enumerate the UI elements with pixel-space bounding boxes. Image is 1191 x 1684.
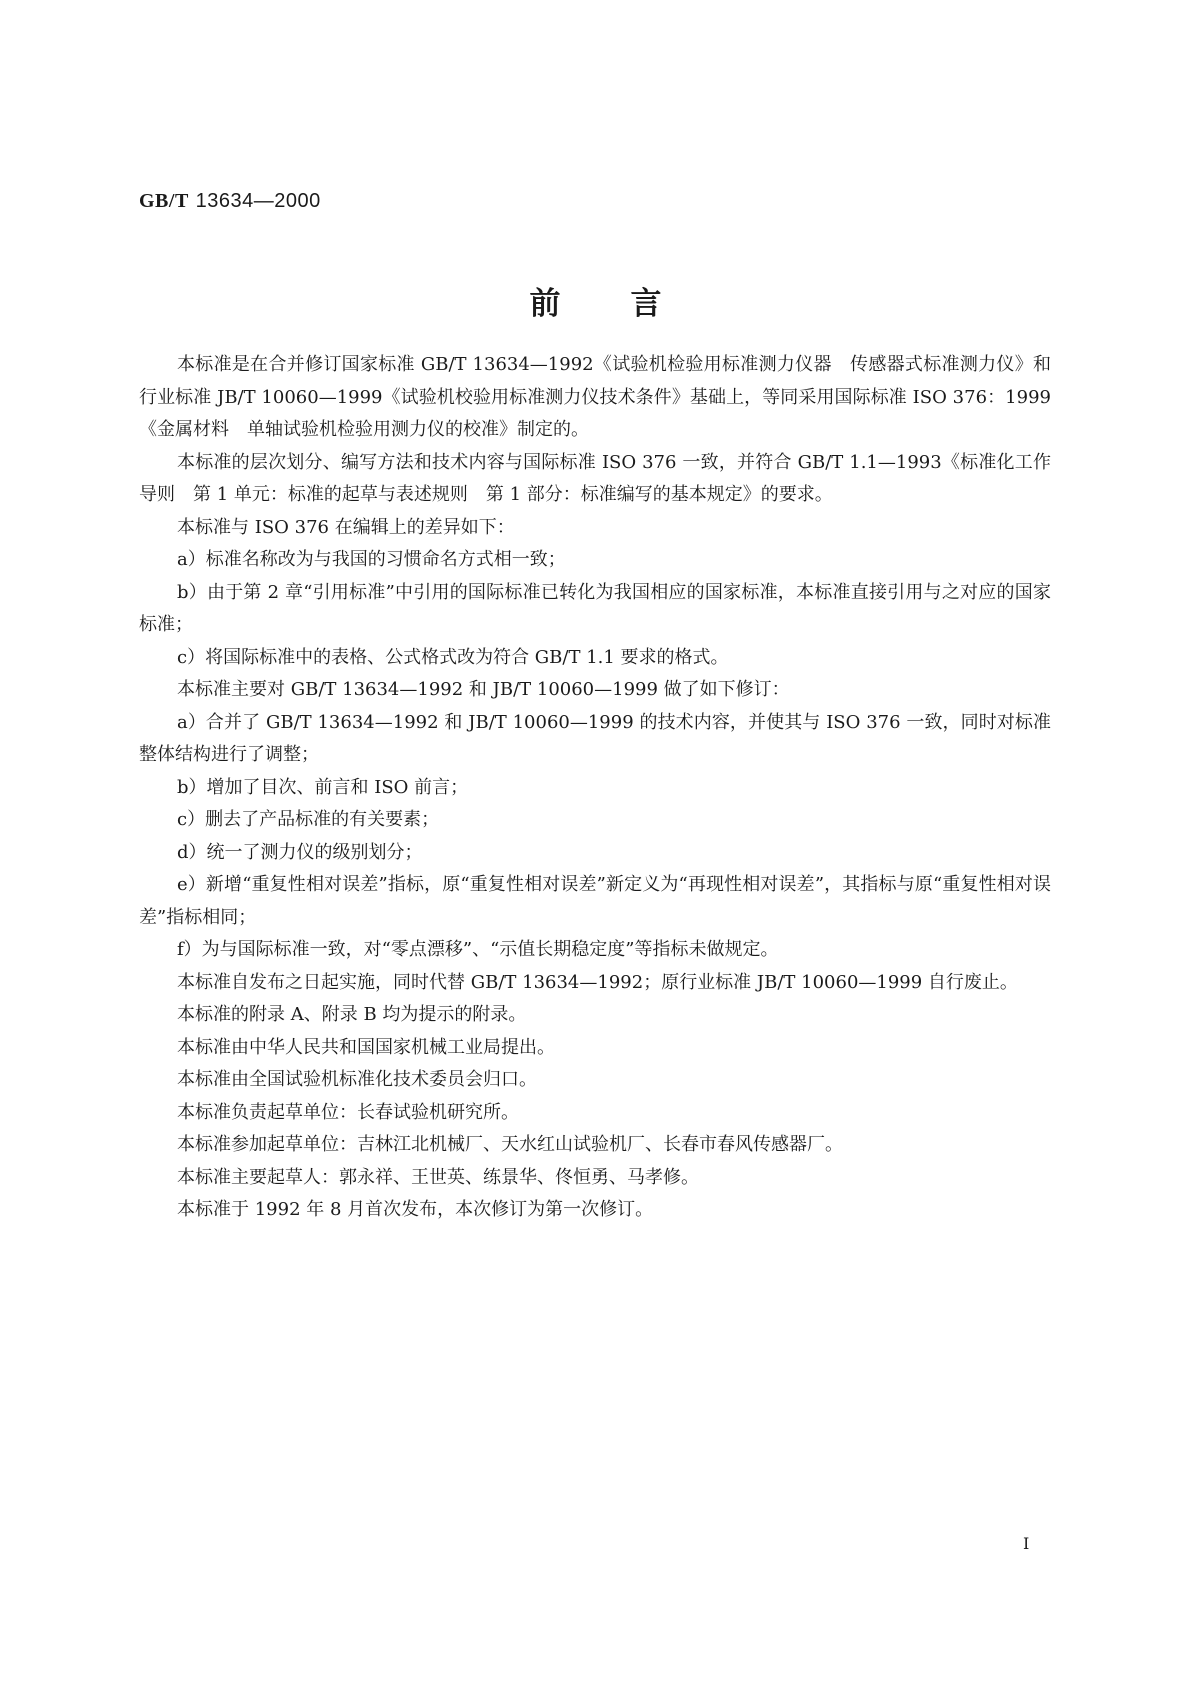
paragraph: 本标准主要起草人：郭永祥、王世英、练景华、佟恒勇、马孝修。 [177, 1166, 699, 1188]
list-item: a）合并了 GB/T 13634—1992 和 JB/T 10060—1999 的技术内容，并使其与 ISO 376 一致，同时对标准整体结构进行了调整； [139, 711, 1051, 765]
list-item: b）增加了目次、前言和 ISO 前言； [177, 776, 469, 798]
standard-code [139, 188, 321, 213]
paragraph: 本标准于 1992 年 8 月首次发布，本次修订为第一次修订。 [177, 1199, 654, 1220]
foreword-body [139, 349, 1051, 1227]
paragraph: 本标准与 ISO 376 在编辑上的差异如下： [177, 516, 515, 538]
paragraph: 本标准的附录 A、附录 B 均为提示的附录。 [177, 1004, 527, 1025]
page-number: I [1023, 1534, 1030, 1553]
standard-code-number: 13634—2000 [195, 190, 321, 212]
list-item: e）新增“重复性相对误差”指标，原“重复性相对误差”新定义为“再现性相对误差”，其指标与原“重复性相对误差”指标相同； [139, 874, 1051, 928]
paragraph: 本标准自发布之日起实施，同时代替 GB/T 13634—1992；原行业标准 JB/T 10060—1999 自行废止。 [177, 971, 1018, 993]
paragraph: 本标准由全国试验机标准化技术委员会归口。 [177, 1069, 537, 1090]
paragraph: 本标准是在合并修订国家标准 GB/T 13634—1992《试验机检验用标准测力仪器 传感器式标准测力仪》和行业标准 JB/T 10060—1999《试验机校验用标准测力仪技术条件》基础上，等同采用国际标准 ISO 376：1999《金属材料 单轴试验机检验用测力仪的校准》制定的。 [139, 354, 1051, 440]
list-item: a）标准名称改为与我国的习惯命名方式相一致； [177, 549, 566, 570]
list-item: f）为与国际标准一致，对“零点漂移”、“示值长期稳定度”等指标未做规定。 [177, 939, 779, 960]
list-item: d）统一了测力仪的级别划分； [177, 841, 423, 863]
list-item: b）由于第 2 章“引用标准”中引用的国际标准已转化为我国相应的国家标准，本标准直接引用与之对应的国家标准； [139, 581, 1051, 635]
paragraph: 本标准的层次划分、编写方法和技术内容与国际标准 ISO 376 一致，并符合 GB/T 1.1—1993《标准化工作导则 第 1 单元：标准的起草与表述规则 第 1 部分：标准编写的基本规定》的要求。 [139, 451, 1051, 505]
paragraph: 本标准参加起草单位：吉林江北机械厂、天水红山试验机厂、长春市春风传感器厂。 [177, 1134, 843, 1155]
list-item: c）删去了产品标准的有关要素； [177, 809, 440, 830]
page-title: 前言 [529, 286, 732, 322]
paragraph: 本标准由中华人民共和国国家机械工业局提出。 [177, 1036, 555, 1058]
standard-code-prefix: GB/T [139, 190, 189, 212]
paragraph: 本标准负责起草单位：长春试验机研究所。 [177, 1101, 519, 1123]
paragraph: 本标准主要对 GB/T 13634—1992 和 JB/T 10060—1999 做了如下修订： [177, 679, 790, 700]
list-item: c）将国际标准中的表格、公式格式改为符合 GB/T 1.1 要求的格式。 [177, 646, 729, 668]
